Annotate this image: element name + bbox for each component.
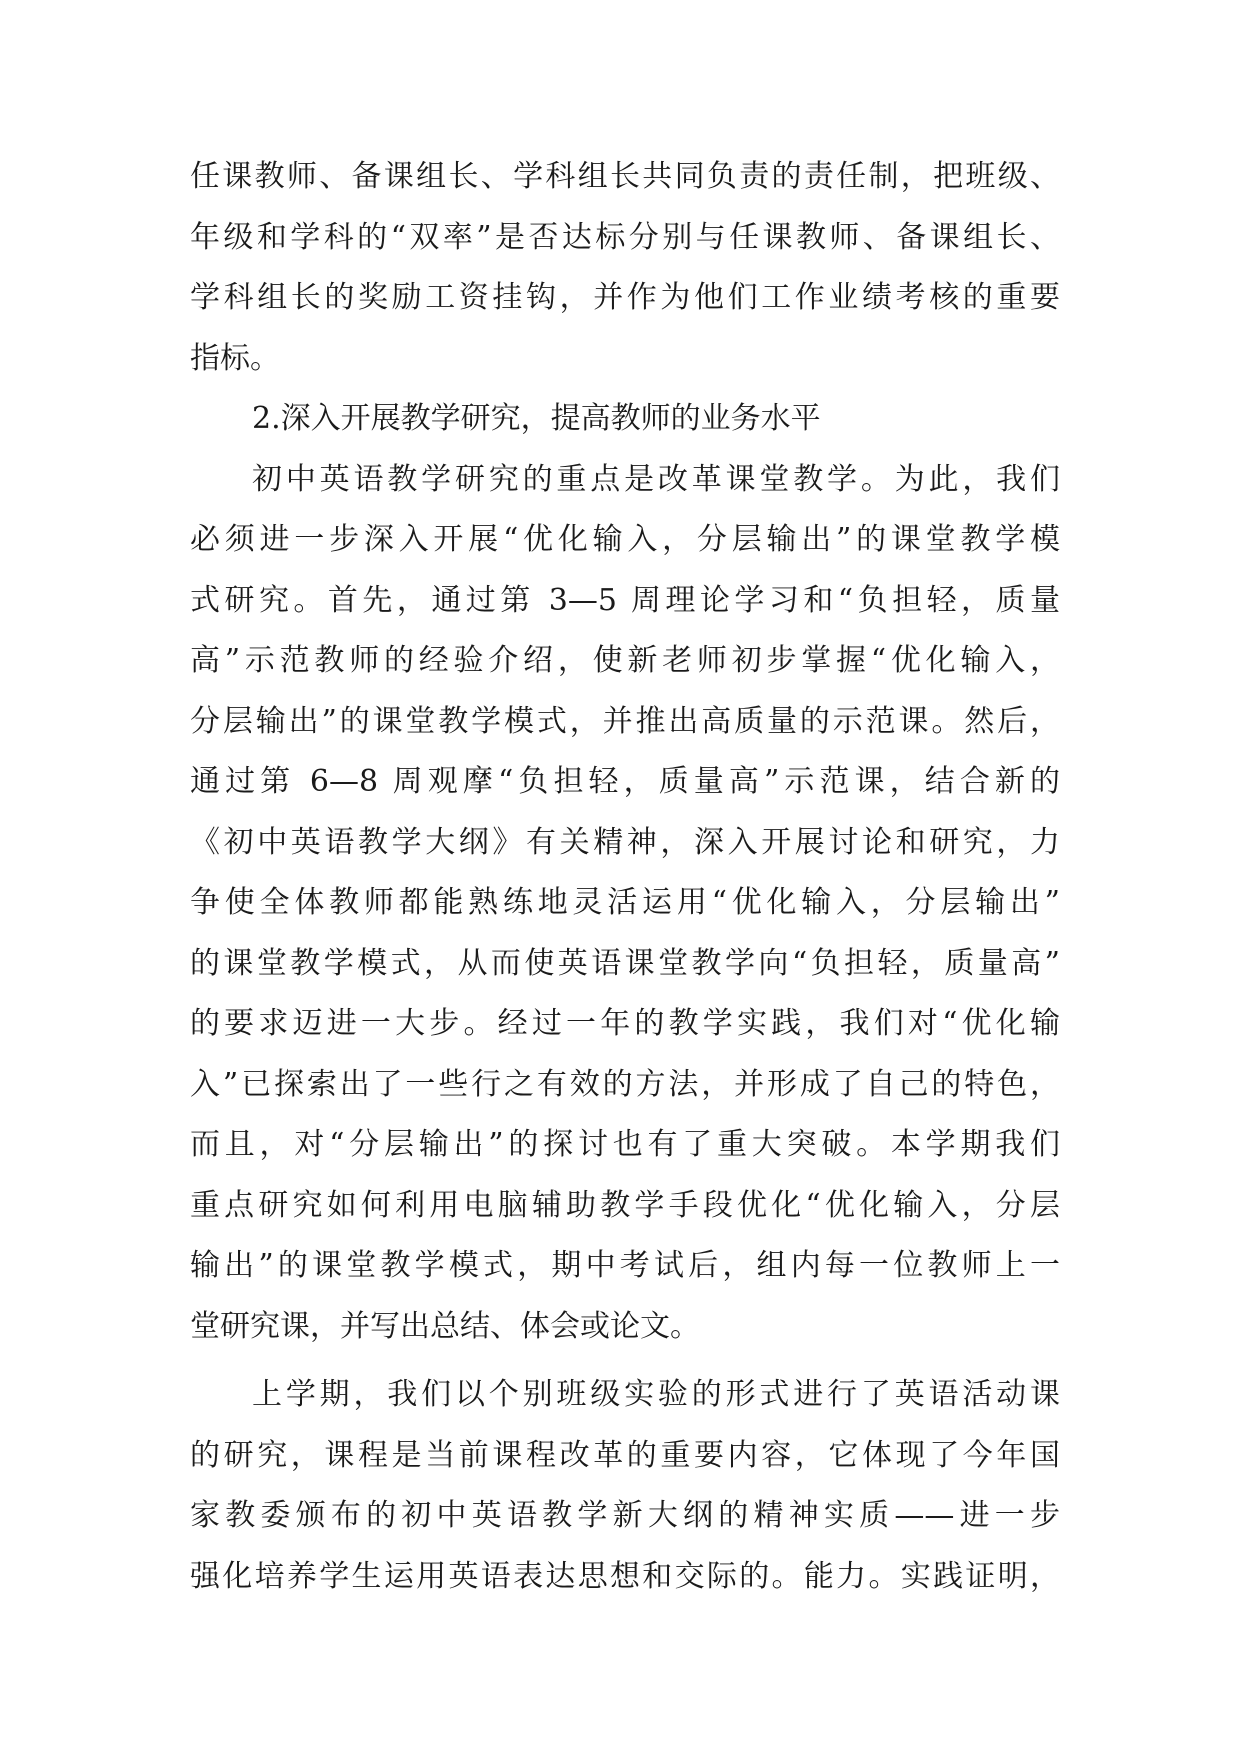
text-line: 重点研究如何利用电脑辅助教学手段优化“优化输入，分层	[190, 1187, 1060, 1223]
text-line: 学科组长的奖励工资挂钩，并作为他们工作业绩考核的重要	[190, 280, 1060, 315]
text-line: 《初中英语教学大纲》有关精神，深入开展讨论和研究，力	[190, 824, 1060, 860]
text-line: 堂研究课，并写出总结、体会或论文。	[190, 1308, 700, 1344]
text-line: 家教委颁布的初中英语教学新大纲的精神实质——进一步	[190, 1498, 1060, 1533]
text-line: 输出”的课堂教学模式，期中考试后，组内每一位教师上一	[190, 1248, 1060, 1283]
section-heading	[190, 389, 1060, 450]
text-line: 高”示范教师的经验介绍，使新老师初步掌握“优化输入，	[190, 643, 1060, 678]
text-line: 上学期，我们以个别班级实验的形式进行了英语活动课	[252, 1377, 1060, 1412]
text-line: 通过第 6—8 周观摩“负担轻，质量高”示范课，结合新的	[190, 764, 1060, 799]
text-line: 强化培养学生运用英语表达思想和交际的。能力。实践证明，	[190, 1558, 1060, 1594]
text-line: 初中英语教学研究的重点是改革课堂教学。为此，我们	[252, 461, 1060, 497]
text-line: 争使全体教师都能熟练地灵活运用“优化输入，分层输出”	[190, 885, 1060, 920]
text-line: 入”已探索出了一些行之有效的方法，并形成了自己的特色，	[190, 1066, 1060, 1102]
text-line: 分层输出”的课堂教学模式，并推出高质量的示范课。然后，	[190, 703, 1060, 739]
text-line: 年级和学科的“双率”是否达标分别与任课教师、备课组长、	[190, 219, 1060, 255]
text-line: 必须进一步深入开展“优化输入，分层输出”的课堂教学模	[190, 522, 1060, 557]
heading-text: 2.深入开展教学研究，提高教师的业务水平	[252, 401, 821, 436]
text-line: 任课教师、备课组长、学科组长共同负责的责任制，把班级、	[190, 159, 1060, 194]
paragraph	[190, 147, 1060, 389]
text-line: 式研究。首先，通过第 3—5 周理论学习和“负担轻，质量	[190, 582, 1060, 618]
paragraph-gap	[190, 1357, 1060, 1365]
text-line: 指标。	[190, 340, 280, 376]
paragraph	[190, 1365, 1060, 1607]
text-line: 而且，对“分层输出”的探讨也有了重大突破。本学期我们	[190, 1127, 1060, 1162]
text-line: 的要求迈进一大步。经过一年的教学实践，我们对“优化输	[190, 1006, 1060, 1041]
document-body	[190, 147, 1060, 1607]
text-line: 的课堂教学模式，从而使英语课堂教学向“负担轻，质量高”	[190, 945, 1060, 981]
text-line: 的研究，课程是当前课程改革的重要内容，它体现了今年国	[190, 1437, 1060, 1473]
paragraph	[190, 450, 1060, 1358]
